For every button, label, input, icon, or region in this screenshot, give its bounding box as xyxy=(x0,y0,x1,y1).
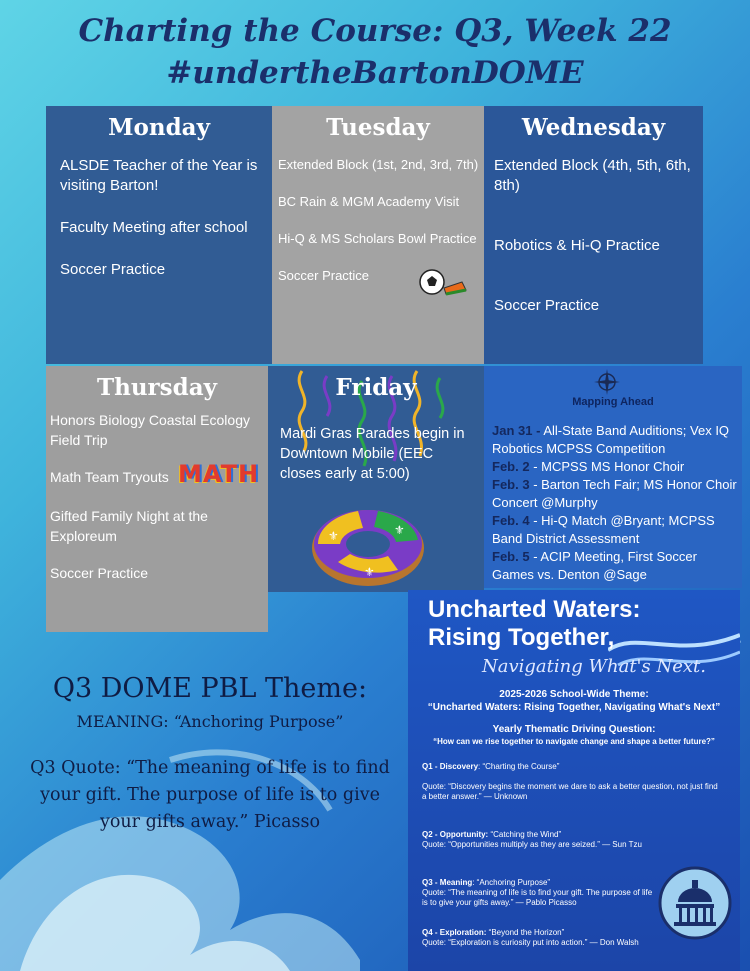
math-art-icon: MATH xyxy=(178,460,260,488)
soccer-ball-icon xyxy=(418,264,468,300)
mapping-ahead-list xyxy=(492,422,738,584)
quarter-4: Q4 - Exploration: “Beyond the Horizon” Quote: “Exploration is curiosity put into action.” — Don Walsh xyxy=(422,928,639,947)
pbl-theme-block xyxy=(30,672,390,836)
tuesday-heading: Tuesday xyxy=(326,114,430,141)
king-cake-icon xyxy=(308,500,428,590)
list-item: Feb. 3 - Barton Tech Fair; MS Honor Choir Concert @Murphy xyxy=(492,477,737,510)
wednesday-item-2: Robotics & Hi-Q Practice xyxy=(494,237,660,254)
panel-heading-line-2: Rising Together, xyxy=(428,624,615,651)
thursday-item-1: Honors Biology Coastal Ecology Field Trip xyxy=(50,412,250,448)
svg-text:⚜: ⚜ xyxy=(364,565,375,579)
monday-heading: Monday xyxy=(108,114,210,141)
mapping-ahead-cell xyxy=(484,366,742,588)
friday-cell xyxy=(268,366,484,592)
school-dome-logo-icon xyxy=(658,866,732,940)
list-item: Feb. 5 - ACIP Meeting, First Soccer Games vs. Denton @Sage xyxy=(492,549,697,582)
compass-rose-icon xyxy=(593,368,621,396)
friday-item-1: Mardi Gras Parades begin in Downtown Mobile (EEC closes early at 5:00) xyxy=(280,426,465,482)
monday-cell xyxy=(46,106,272,364)
quarter-1: Q1 - Discovery: “Charting the Course” Quote: “Discovery begins the moment we dare to ask a better question, not just find a better answer.” — Unknown xyxy=(422,762,718,801)
thursday-item-4: Soccer Practice xyxy=(50,565,149,581)
pbl-heading: Q3 DOME PBL Theme: xyxy=(52,673,368,704)
mapping-ahead-title: Mapping Ahead xyxy=(572,396,654,408)
quarter-3: Q3 - Meaning: “Anchoring Purpose” Quote: “The meaning of life is to find your gift. The purpose of life is to give your gifts away.” — Pablo Picasso xyxy=(422,878,653,907)
friday-heading: Friday xyxy=(335,374,417,401)
panel-heading-line-1: Uncharted Waters: xyxy=(428,596,641,623)
pbl-quote: Q3 Quote: “The meaning of life is to find your gift. The purpose of life is to give your gifts away.” Picasso xyxy=(30,758,390,832)
wednesday-heading: Wednesday xyxy=(521,114,666,141)
title-line-1: Charting the Course: Q3, Week 22 xyxy=(78,13,672,49)
wednesday-item-3: Soccer Practice xyxy=(494,297,600,314)
list-item: Jan 31 - All-State Band Auditions; Vex IQ Robotics MCPSS Competition xyxy=(492,423,730,456)
page-title xyxy=(0,10,750,94)
title-line-2: #undertheBartonDOME xyxy=(166,55,584,91)
panel-script-line: Navigating What's Next. xyxy=(482,656,706,677)
tuesday-item-1: Extended Block (1st, 2nd, 3rd, 7th) xyxy=(278,157,479,172)
driving-question: Yearly Thematic Driving Question: “How can we rise together to navigate change and shape a better future?” xyxy=(433,724,715,746)
thursday-cell xyxy=(46,366,268,632)
list-item: Feb. 4 - Hi-Q Match @Bryant; MCPSS Band District Assessment xyxy=(492,513,715,546)
tuesday-item-2: BC Rain & MGM Academy Visit xyxy=(278,194,460,209)
wednesday-item-1: Extended Block (4th, 5th, 6th, 8th) xyxy=(494,157,691,194)
thursday-item-2: Math Team Tryouts xyxy=(50,469,169,485)
tuesday-item-3: Hi-Q & MS Scholars Bowl Practice xyxy=(278,231,477,246)
quarter-2: Q2 - Opportunity: “Catching the Wind” Quote: “Opportunities multiply as they are seized.” — Sun Tzu xyxy=(422,830,642,849)
monday-item-1: ALSDE Teacher of the Year is visiting Barton! xyxy=(60,157,258,194)
svg-text:⚜: ⚜ xyxy=(394,523,405,537)
wednesday-cell xyxy=(484,106,703,364)
thursday-item-3: Gifted Family Night at the Exploreum xyxy=(50,508,208,544)
tuesday-item-4: Soccer Practice xyxy=(278,268,370,283)
thursday-heading: Thursday xyxy=(97,374,217,401)
list-item: Feb. 2 - MCPSS MS Honor Choir xyxy=(492,459,685,474)
tuesday-cell xyxy=(272,106,484,364)
school-wide-theme: 2025-2026 School-Wide Theme: “Uncharted Waters: Rising Together, Navigating What's Next” xyxy=(427,689,721,713)
pbl-meaning: MEANING: “Anchoring Purpose” xyxy=(76,712,344,731)
school-theme-panel xyxy=(408,590,740,971)
monday-item-3: Soccer Practice xyxy=(60,261,166,278)
svg-text:⚜: ⚜ xyxy=(328,529,339,543)
monday-item-2: Faculty Meeting after school xyxy=(60,219,248,236)
